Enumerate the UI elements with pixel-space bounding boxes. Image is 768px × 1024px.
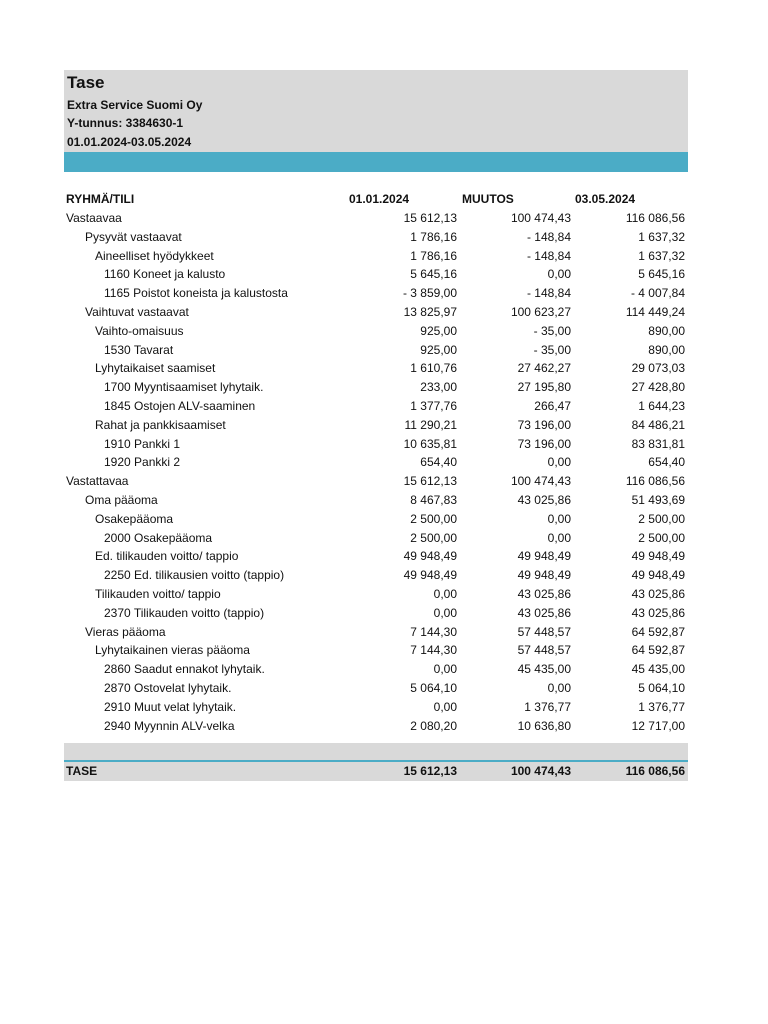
- row-value-change: 43 025,86: [517, 605, 571, 620]
- table-row: [64, 416, 688, 435]
- row-label: Lyhytaikaiset saamiset: [95, 361, 216, 376]
- column-header-group: RYHMÄ/TILI: [66, 192, 135, 206]
- row-value-end: 64 592,87: [631, 643, 685, 658]
- column-header-change: MUUTOS: [462, 192, 514, 206]
- table-row: [64, 566, 688, 585]
- table-row: [64, 322, 688, 341]
- row-label: Vaihto-omaisuus: [95, 323, 184, 338]
- table-row: [64, 303, 688, 322]
- business-id: Y-tunnus: 3384630-1: [67, 116, 184, 130]
- total-row: [64, 760, 688, 781]
- row-value-end: 49 948,49: [631, 549, 685, 564]
- row-value-start: 5 064,10: [410, 681, 457, 695]
- row-value-change: 0,00: [547, 267, 571, 282]
- row-value-start: 49 948,49: [403, 549, 457, 564]
- row-value-change: 49 948,49: [517, 549, 571, 564]
- row-value-end: 84 486,21: [631, 417, 685, 432]
- table-row: [64, 529, 688, 548]
- table-row: [64, 341, 688, 360]
- column-header-end: 03.05.2024: [575, 192, 636, 206]
- row-value-start: 49 948,49: [403, 568, 457, 583]
- row-value-start: 2 500,00: [410, 511, 457, 526]
- row-value-start: 13 825,97: [403, 305, 457, 319]
- row-value-end: 116 086,56: [625, 211, 685, 225]
- report-period: 01.01.2024-03.05.2024: [67, 135, 192, 149]
- row-value-change: 49 948,49: [517, 568, 571, 583]
- column-header-start: 01.01.2024: [349, 192, 410, 206]
- row-value-change: 0,00: [547, 455, 571, 470]
- table-row: [64, 265, 688, 284]
- row-value-change: 73 196,00: [517, 436, 571, 451]
- row-value-end: 64 592,87: [631, 624, 685, 639]
- row-value-change: 57 448,57: [517, 624, 571, 639]
- row-label: Vastaavaa: [66, 211, 122, 225]
- row-label: Rahat ja pankkisaamiset: [95, 417, 226, 432]
- row-value-end: 45 435,00: [631, 662, 685, 677]
- table-row: [64, 435, 688, 454]
- row-value-start: 1 610,76: [410, 361, 457, 376]
- report-title: Tase: [67, 73, 105, 92]
- row-value-start: 0,00: [433, 699, 457, 714]
- row-value-start: 15 612,13: [403, 474, 457, 489]
- row-value-end: 2 500,00: [638, 511, 685, 526]
- row-label: 1165 Poistot koneista ja kalustosta: [104, 286, 288, 301]
- table-row: [64, 209, 688, 228]
- row-value-end: 1 376,77: [638, 699, 685, 714]
- table-row: [64, 510, 688, 529]
- row-value-end: 1 637,32: [638, 248, 685, 263]
- row-value-start: 2 080,20: [410, 718, 457, 733]
- row-label: Vaihtuvat vastaavat: [85, 305, 189, 319]
- table-separator: [64, 743, 688, 761]
- row-label: Oma pääoma: [85, 493, 158, 507]
- row-label: 2370 Tilikauden voitto (tappio): [104, 605, 265, 620]
- table-row: [64, 604, 688, 623]
- total-change: 100 474,43: [510, 764, 571, 779]
- row-value-change: - 148,84: [526, 248, 571, 263]
- row-value-change: 43 025,86: [517, 493, 571, 507]
- table-row: [64, 397, 688, 416]
- row-value-change: 266,47: [534, 399, 571, 413]
- row-label: 1910 Pankki 1: [104, 436, 181, 451]
- company-name: Extra Service Suomi Oy: [67, 98, 203, 112]
- row-value-change: 0,00: [547, 530, 571, 545]
- row-label: 1530 Tavarat: [104, 342, 174, 357]
- table-row: [64, 660, 688, 679]
- row-label: Pysyvät vastaavat: [85, 229, 182, 244]
- row-value-change: - 148,84: [526, 286, 571, 301]
- row-value-end: 5 645,16: [638, 267, 685, 282]
- row-value-end: 51 493,69: [631, 493, 685, 507]
- row-value-end: 114 449,24: [625, 305, 685, 319]
- row-value-change: 43 025,86: [517, 587, 571, 601]
- row-value-change: 27 195,80: [517, 380, 571, 395]
- row-value-end: 890,00: [648, 342, 685, 357]
- report-header: [64, 70, 688, 152]
- row-value-start: - 3 859,00: [402, 286, 457, 301]
- row-value-start: 654,40: [420, 455, 457, 470]
- table-row: [64, 247, 688, 266]
- row-value-end: 27 428,80: [631, 380, 685, 395]
- row-label: 2860 Saadut ennakot lyhytaik.: [104, 662, 265, 677]
- table-row: [64, 359, 688, 378]
- row-label: Vieras pääoma: [85, 624, 166, 639]
- total-start: 15 612,13: [403, 764, 457, 779]
- total-label: TASE: [66, 764, 98, 779]
- table-row: [64, 228, 688, 247]
- row-value-start: 1 377,76: [410, 399, 457, 413]
- table-row: [64, 641, 688, 660]
- table-row: [64, 717, 688, 736]
- row-value-change: 57 448,57: [517, 643, 571, 658]
- table-row: [64, 284, 688, 303]
- table-row: [64, 585, 688, 604]
- row-label: 2000 Osakepääoma: [104, 530, 213, 545]
- table-row: [64, 679, 688, 698]
- row-value-change: 73 196,00: [517, 417, 571, 432]
- row-value-start: 7 144,30: [410, 624, 457, 639]
- row-value-start: 233,00: [420, 380, 457, 395]
- header-accent-bar: [64, 152, 688, 172]
- row-value-change: 100 474,43: [510, 211, 571, 225]
- row-value-end: 49 948,49: [631, 568, 685, 583]
- table-row: [64, 698, 688, 717]
- row-value-change: 100 474,43: [510, 474, 571, 489]
- row-value-end: 1 644,23: [638, 399, 685, 413]
- row-label: 1160 Koneet ja kalusto: [104, 267, 226, 282]
- row-value-end: 83 831,81: [631, 436, 685, 451]
- row-value-start: 925,00: [420, 342, 457, 357]
- row-label: Osakepääoma: [95, 511, 174, 526]
- row-value-end: 654,40: [648, 455, 685, 470]
- row-value-start: 0,00: [433, 662, 457, 677]
- row-value-start: 10 635,81: [403, 436, 457, 451]
- row-value-start: 15 612,13: [403, 211, 457, 225]
- table-row: [64, 472, 688, 491]
- row-value-end: 116 086,56: [625, 474, 685, 489]
- row-value-end: 43 025,86: [631, 587, 685, 601]
- row-value-start: 7 144,30: [410, 643, 457, 658]
- row-value-change: - 35,00: [533, 323, 571, 338]
- row-value-start: 0,00: [433, 587, 457, 601]
- row-value-start: 2 500,00: [410, 530, 457, 545]
- row-value-end: 890,00: [648, 323, 685, 338]
- row-value-end: 12 717,00: [631, 718, 685, 733]
- row-value-start: 11 290,21: [404, 417, 457, 432]
- row-value-change: 100 623,27: [510, 305, 571, 319]
- row-value-change: 0,00: [547, 511, 571, 526]
- table-row: [64, 623, 688, 642]
- row-label: 1920 Pankki 2: [104, 455, 181, 470]
- row-value-change: 27 462,27: [517, 361, 571, 376]
- row-label: Ed. tilikauden voitto/ tappio: [95, 549, 239, 564]
- balance-sheet: [64, 70, 688, 779]
- row-value-start: 1 786,16: [410, 229, 457, 244]
- row-label: Lyhytaikainen vieras pääoma: [95, 643, 250, 658]
- row-value-start: 5 645,16: [410, 267, 457, 282]
- row-value-end: 43 025,86: [631, 605, 685, 620]
- row-value-end: 5 064,10: [638, 681, 685, 695]
- row-label: Aineelliset hyödykkeet: [95, 248, 214, 263]
- table-row: [64, 453, 688, 472]
- row-label: 2910 Muut velat lyhytaik.: [104, 699, 237, 714]
- row-value-start: 925,00: [420, 323, 457, 338]
- row-value-start: 1 786,16: [410, 248, 457, 263]
- total-end: 116 086,56: [625, 764, 685, 779]
- table-row: [64, 547, 688, 566]
- row-label: 1700 Myyntisaamiset lyhytaik.: [104, 380, 264, 395]
- row-value-change: 0,00: [547, 681, 571, 695]
- row-value-start: 8 467,83: [410, 493, 457, 507]
- row-value-end: - 4 007,84: [630, 286, 685, 301]
- row-label: 2250 Ed. tilikausien voitto (tappio): [104, 568, 285, 583]
- row-value-end: 29 073,03: [631, 361, 685, 376]
- row-label: 2940 Myynnin ALV-velka: [104, 718, 235, 733]
- row-value-end: 2 500,00: [638, 530, 685, 545]
- row-label: Vastattavaa: [66, 474, 129, 489]
- row-value-change: - 148,84: [526, 229, 571, 244]
- table-row: [64, 491, 688, 510]
- row-value-change: 1 376,77: [524, 699, 571, 714]
- row-value-end: 1 637,32: [638, 229, 685, 244]
- row-value-change: 45 435,00: [517, 662, 571, 677]
- column-header-row: [64, 190, 688, 209]
- row-label: 1845 Ostojen ALV-saaminen: [104, 399, 256, 413]
- row-label: 2870 Ostovelat lyhytaik.: [104, 681, 232, 695]
- row-value-change: 10 636,80: [517, 718, 571, 733]
- row-value-start: 0,00: [433, 605, 457, 620]
- table-row: [64, 378, 688, 397]
- row-value-change: - 35,00: [533, 342, 571, 357]
- row-label: Tilikauden voitto/ tappio: [95, 587, 221, 601]
